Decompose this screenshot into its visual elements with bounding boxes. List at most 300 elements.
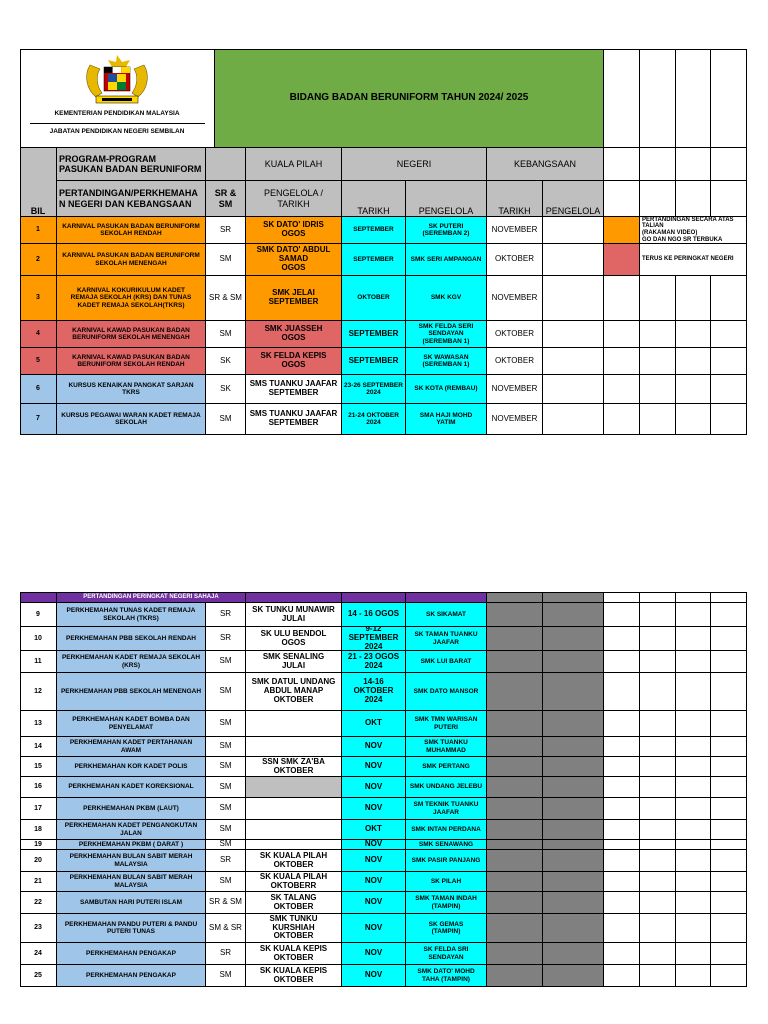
empty-cell	[676, 840, 711, 850]
level-cell	[206, 914, 246, 943]
level-cell	[206, 711, 246, 737]
negeri-tarikh-cell-text: SEPTEMBER	[348, 328, 399, 338]
dark-cell	[543, 914, 604, 943]
kuala-pilah-cell	[246, 757, 342, 777]
kebangsaan-tarikh-cell-text: OKTOBER	[495, 328, 534, 338]
dark-cell	[543, 872, 604, 892]
bil-cell	[20, 244, 57, 276]
negeri-pengelola-cell	[406, 276, 487, 321]
negeri-pengelola-cell-text: SM TEKNIK TUANKU JAAFAR	[413, 801, 479, 816]
pengelola-header-text: PENGELOLA	[418, 205, 474, 216]
level-cell	[206, 404, 246, 435]
empty-cell	[676, 673, 711, 711]
bottom-header-cell	[406, 592, 487, 603]
pengelola-header	[406, 181, 487, 217]
kuala-pilah-cell	[246, 348, 342, 375]
level-cell-text: SM	[219, 840, 232, 849]
kuala-pilah-cell-text: SMK DATUL UNDANG ABDUL MANAP OKTOBER	[251, 677, 336, 704]
bil-cell	[20, 404, 57, 435]
note-cell-text: PERTANDINGAN SECARA ATAS TALIAN (RAKAMAN VIDEO) GO DAN NGO SR TERBUKA	[642, 217, 734, 243]
program-name-text: KURSUS PEGAWAI WARAN KADET REMAJA SEKOLAH	[61, 411, 201, 426]
kuala-pilah-cell-text: SK KUALA PILAH OKTOBERR	[259, 872, 328, 890]
program-name-text: KARNIVAL KOKURIKULUM KADET REMAJA SEKOLAH (KRS) DAN TUNAS KADET REMAJA SEKOLAH(TKRS)	[70, 287, 192, 309]
negeri-tarikh-cell-text: NOV	[364, 761, 383, 771]
level-cell	[206, 892, 246, 914]
level-cell-text: SR	[219, 609, 232, 619]
bottom-section-title-text: PERTANDINGAN PERINGKAT NEGERI SAHAJA	[83, 593, 219, 600]
bil-cell	[20, 217, 57, 244]
negeri-tarikh-cell	[342, 673, 406, 711]
program-name-text: PERKHEMAHAN BULAN SABIT MERAH MALAYSIA	[69, 853, 193, 868]
kebangsaan-tarikh-cell-text: NOVEMBER	[491, 383, 538, 393]
kuala-pilah-cell	[246, 840, 342, 850]
bil-cell	[20, 943, 57, 965]
kuala-pilah-cell-text: SK KUALA PILAH OKTOBER	[259, 850, 328, 869]
kebangsaan-tarikh-cell	[487, 217, 543, 244]
bil-cell	[20, 627, 57, 651]
empty-cell	[604, 892, 640, 914]
empty-cell	[676, 798, 711, 820]
dark-cell	[487, 943, 543, 965]
bil-cell-text: 17	[34, 804, 42, 812]
level-cell	[206, 244, 246, 276]
bil-header-text: BIL	[30, 205, 46, 216]
empty-cell	[711, 348, 747, 375]
dark-cell	[487, 711, 543, 737]
negeri-tarikh-cell	[342, 737, 406, 757]
kebangsaan-tarikh-cell-text: NOVEMBER	[491, 413, 538, 423]
pengelola-tarikh-header	[246, 181, 342, 217]
empty-cell	[640, 49, 676, 148]
program-name	[57, 820, 206, 840]
empty-cell	[604, 592, 640, 603]
empty-cell	[640, 627, 676, 651]
kuala-pilah-cell-text: SK KUALA KEPIS OKTOBER	[259, 943, 328, 962]
negeri-pengelola-cell	[406, 914, 487, 943]
negeri-tarikh-cell-text: OKT	[365, 718, 382, 728]
empty-cell	[711, 673, 747, 711]
level-cell-text: SM	[219, 254, 232, 264]
negeri-pengelola-cell-text: SK PILAH	[430, 877, 462, 885]
negeri-tarikh-cell	[342, 276, 406, 321]
negeri-tarikh-cell-text: 9-12 SEPTEMBER 2024	[348, 627, 399, 651]
kebangsaan-header-text: KEBANGSAAN	[513, 158, 577, 169]
tarikh-header	[342, 181, 406, 217]
negeri-pengelola-cell	[406, 404, 487, 435]
negeri-pengelola-cell	[406, 820, 487, 840]
empty-cell	[604, 673, 640, 711]
empty-cell	[640, 757, 676, 777]
level-cell-text: SM	[219, 718, 232, 728]
empty-cell	[711, 943, 747, 965]
level-cell	[206, 850, 246, 872]
empty-cell	[604, 651, 640, 673]
kb-tarikh-header	[487, 181, 543, 217]
negeri-pengelola-cell	[406, 651, 487, 673]
kuala-pilah-cell	[246, 375, 342, 404]
empty-cell	[676, 404, 711, 435]
empty-cell	[640, 321, 676, 348]
empty-cell	[676, 651, 711, 673]
program-name-text: PERKHEMAHAN PBB SEKOLAH RENDAH	[65, 634, 196, 642]
kb-tarikh-header-text: TARIKH	[498, 205, 531, 216]
empty-cell	[640, 603, 676, 627]
empty-cell	[640, 348, 676, 375]
empty-cell	[604, 965, 640, 987]
kebangsaan-pengelola-cell	[543, 244, 604, 276]
program-name	[57, 965, 206, 987]
negeri-tarikh-cell	[342, 603, 406, 627]
bil-cell	[20, 711, 57, 737]
kuala-pilah-cell	[246, 777, 342, 798]
negeri-tarikh-cell	[342, 965, 406, 987]
empty-cell	[676, 627, 711, 651]
level-cell-text: SM	[219, 824, 232, 834]
empty-cell	[604, 798, 640, 820]
empty-cell	[640, 892, 676, 914]
empty-cell	[640, 651, 676, 673]
kuala-pilah-cell-text: SMK JELAI SEPTEMBER	[268, 288, 319, 306]
kb-pengelola-header-text: PENGELOLA	[545, 205, 601, 216]
note-colour-cell	[604, 348, 640, 375]
negeri-tarikh-cell	[342, 798, 406, 820]
empty-cell	[640, 965, 676, 987]
kebangsaan-tarikh-cell-text: NOVEMBER	[491, 224, 538, 234]
level-cell	[206, 217, 246, 244]
bottom-section-title	[57, 592, 246, 603]
bil-cell-text: 20	[34, 856, 42, 864]
kuala-pilah-cell	[246, 651, 342, 673]
bil-cell-text: 14	[34, 742, 42, 750]
negeri-tarikh-cell-text: 14-16 OKTOBER 2024	[353, 677, 394, 704]
program-name	[57, 798, 206, 820]
negeri-pengelola-cell-text: SK GEMAS (TAMPIN)	[428, 920, 464, 935]
level-cell	[206, 276, 246, 321]
level-cell	[206, 840, 246, 850]
program-name-text: PERKHEMAHAN PENGAKAP	[86, 971, 176, 979]
dark-cell	[487, 798, 543, 820]
negeri-tarikh-cell-text: SEPTEMBER	[353, 255, 394, 263]
negeri-tarikh-cell-text: OKTOBER	[357, 294, 390, 302]
empty-cell	[676, 820, 711, 840]
negeri-pengelola-cell	[406, 321, 487, 348]
negeri-pengelola-cell-text: SMK PERTANG	[422, 762, 470, 770]
empty-cell	[711, 965, 747, 987]
kebangsaan-pengelola-cell	[543, 276, 604, 321]
level-cell-text: SR	[219, 855, 232, 865]
bottom-header-cell	[246, 592, 342, 603]
tarikh-header-text: TARIKH	[357, 205, 390, 216]
negeri-tarikh-cell-text: 21 - 23 OGOS 2024	[347, 651, 400, 670]
level-cell	[206, 375, 246, 404]
level-cell-text: SM	[219, 876, 232, 886]
dark-cell	[487, 757, 543, 777]
empty-cell	[711, 840, 747, 850]
negeri-tarikh-cell-text: NOV	[364, 781, 383, 791]
dark-cell	[543, 777, 604, 798]
bil-cell	[20, 840, 57, 850]
bil-cell	[20, 820, 57, 840]
bil-cell	[20, 850, 57, 872]
kuala-pilah-cell-text: SMS TUANKU JAAFAR SEPTEMBER	[249, 409, 338, 427]
bottom-header-cell	[20, 592, 57, 603]
kuala-pilah-cell-text: SMK SENALING JULAI	[262, 651, 325, 670]
empty-cell	[676, 375, 711, 404]
kebangsaan-header	[487, 148, 604, 181]
negeri-tarikh-cell-text: OKT	[365, 824, 382, 834]
logo-block	[20, 49, 215, 148]
dark-cell	[487, 627, 543, 651]
empty-cell	[604, 627, 640, 651]
empty-cell	[604, 603, 640, 627]
bil-cell-text: 11	[34, 657, 42, 665]
kuala-pilah-cell-text: SK TALANG OKTOBER	[270, 892, 317, 911]
dark-cell	[543, 892, 604, 914]
level-cell-text: SM	[219, 781, 232, 791]
negeri-tarikh-cell-text: NOV	[364, 922, 383, 932]
bil-cell	[20, 872, 57, 892]
program-name	[57, 737, 206, 757]
negeri-tarikh-cell	[342, 217, 406, 244]
negeri-pengelola-cell-text: SMK LUI BARAT	[420, 657, 472, 665]
program-name	[57, 892, 206, 914]
empty-cell	[711, 651, 747, 673]
bil-cell-text: 19	[34, 840, 42, 848]
bil-cell-text: 25	[34, 971, 42, 979]
program-name-text: PERKHEMAHAN KADET REMAJA SEKOLAH (KRS)	[61, 654, 201, 669]
level-cell-text: SK	[220, 383, 231, 393]
kuala-pilah-cell-text: SMK JUASSEH OGOS	[264, 324, 323, 342]
program-name-text: PERKHEMAHAN PKBM ( DARAT )	[78, 840, 184, 848]
dark-cell	[543, 737, 604, 757]
empty-cell	[604, 777, 640, 798]
level-cell	[206, 965, 246, 987]
program-name	[57, 627, 206, 651]
negeri-tarikh-cell	[342, 850, 406, 872]
negeri-tarikh-cell-text: 21-24 OKTOBER 2024	[348, 411, 399, 426]
empty-cell	[676, 181, 711, 217]
level-cell	[206, 603, 246, 627]
kebangsaan-pengelola-cell	[543, 375, 604, 404]
competition-header-text: PERTANDINGAN/PERKHEMAHA N NEGERI DAN KEBANGSAAN	[59, 188, 198, 209]
level-cell-text: SR & SM	[209, 897, 242, 907]
negeri-tarikh-cell-text: NOV	[364, 897, 383, 907]
kuala-pilah-cell-text: SK TUNKU MUNAWIR JULAI	[252, 604, 335, 623]
program-name-text: KURSUS KENAIKAN PANGKAT SARJAN TKRS	[68, 381, 194, 396]
negeri-pengelola-cell	[406, 737, 487, 757]
empty-cell	[676, 321, 711, 348]
negeri-tarikh-cell	[342, 627, 406, 651]
negeri-pengelola-cell	[406, 348, 487, 375]
level-cell	[206, 627, 246, 651]
negeri-tarikh-cell-text: NOV	[364, 855, 383, 865]
negeri-pengelola-cell	[406, 798, 487, 820]
bil-cell	[20, 777, 57, 798]
empty-cell	[640, 148, 676, 181]
kuala-pilah-cell-text: SK ULU BENDOL OGOS	[260, 628, 327, 647]
empty-cell	[640, 943, 676, 965]
kuala-pilah-cell	[246, 217, 342, 244]
empty-cell	[676, 603, 711, 627]
bil-cell-text: 9	[36, 610, 40, 618]
empty-cell	[604, 711, 640, 737]
negeri-pengelola-cell	[406, 965, 487, 987]
program-name-text: PERKHEMAHAN PANDU PUTERI & PANDU PUTERI TUNAS	[64, 920, 198, 935]
level-cell	[206, 777, 246, 798]
kuala-pilah-cell	[246, 673, 342, 711]
program-name	[57, 404, 206, 435]
bil-cell	[20, 673, 57, 711]
negeri-tarikh-cell	[342, 777, 406, 798]
dark-cell	[543, 651, 604, 673]
kebangsaan-tarikh-cell	[487, 244, 543, 276]
program-name-text: PERKHEMAHAN PKBM (LAUT)	[83, 804, 179, 812]
page-title-text: BIDANG BADAN BERUNIFORM TAHUN 2024/ 2025	[289, 92, 529, 104]
negeri-pengelola-cell-text: SMK DATO MANSOR	[413, 687, 479, 695]
kuala-pilah-cell	[246, 850, 342, 872]
negeri-pengelola-cell	[406, 244, 487, 276]
negeri-tarikh-cell-text: NOV	[364, 741, 383, 751]
dark-cell	[543, 592, 604, 603]
program-name	[57, 321, 206, 348]
empty-cell	[604, 914, 640, 943]
level-header-top	[206, 148, 246, 181]
bil-cell-text: 22	[34, 898, 42, 906]
level-cell-text: SM	[219, 656, 232, 666]
program-name-text: PERKHEMAHAN KADET KOREKSIONAL	[68, 783, 194, 791]
kuala-pilah-cell	[246, 244, 342, 276]
bil-cell-text: 21	[34, 877, 42, 885]
program-name	[57, 244, 206, 276]
negeri-pengelola-cell-text: SMK TAMAN INDAH (TAMPIN)	[415, 895, 477, 910]
program-name-text: KARNIVAL PASUKAN BADAN BERUNIFORM SEKOLAH RENDAH	[62, 222, 200, 237]
program-name	[57, 943, 206, 965]
program-name	[57, 651, 206, 673]
empty-cell	[640, 592, 676, 603]
negeri-pengelola-cell	[406, 872, 487, 892]
bil-cell	[20, 276, 57, 321]
kebangsaan-tarikh-cell	[487, 375, 543, 404]
program-name-text: PERKHEMAHAN PBB SEKOLAH MENENGAH	[60, 687, 202, 695]
bil-cell-text: 1	[36, 226, 40, 234]
level-cell-text: SM	[219, 741, 232, 751]
negeri-pengelola-cell-text: SMK SENAWANG	[418, 840, 474, 848]
program-name	[57, 757, 206, 777]
level-cell-text: SR	[219, 224, 232, 234]
bil-cell-text: 2	[36, 255, 40, 263]
dark-cell	[487, 820, 543, 840]
program-name	[57, 711, 206, 737]
level-cell-text: SM	[219, 413, 232, 423]
kebangsaan-tarikh-cell-text: OKTOBER	[495, 254, 534, 264]
kuala-pilah-cell-text: SMS TUANKU JAAFAR SEPTEMBER	[249, 379, 338, 397]
kebangsaan-tarikh-cell	[487, 348, 543, 375]
empty-cell	[711, 777, 747, 798]
bil-cell	[20, 375, 57, 404]
negeri-pengelola-cell-text: SK WAWASAN (SEREMBAN 1)	[422, 353, 470, 368]
dark-cell	[543, 943, 604, 965]
bil-cell	[20, 757, 57, 777]
program-name-text: PERKHEMAHAN KOR KADET POLIS	[74, 762, 188, 770]
dark-cell	[543, 673, 604, 711]
dark-cell	[543, 820, 604, 840]
negeri-tarikh-cell	[342, 244, 406, 276]
program-name-text: SAMBUTAN HARI PUTERI ISLAM	[79, 898, 183, 906]
empty-cell	[711, 627, 747, 651]
empty-cell	[640, 914, 676, 943]
empty-cell	[711, 148, 747, 181]
level-cell	[206, 651, 246, 673]
level-cell-text: SK	[220, 355, 231, 365]
program-name	[57, 914, 206, 943]
level-cell-text: SM & SR	[209, 922, 242, 932]
empty-cell	[711, 404, 747, 435]
level-header	[206, 181, 246, 217]
level-cell-text: SR	[219, 633, 232, 643]
empty-cell	[711, 603, 747, 627]
kuala-pilah-header	[246, 148, 342, 181]
kuala-pilah-cell-text: SMK DATO' ABDUL SAMAD OGOS	[256, 245, 331, 272]
negeri-pengelola-cell-text: SMK SERI AMPANGAN	[410, 255, 482, 263]
program-name-text: PERKHEMAHAN KADET BOMBA DAN PENYELAMAT	[72, 716, 190, 731]
level-cell-text: SM	[219, 970, 232, 980]
program-name	[57, 872, 206, 892]
negeri-pengelola-cell	[406, 892, 487, 914]
bil-header	[20, 148, 57, 217]
empty-cell	[604, 757, 640, 777]
level-cell-text: SM	[219, 328, 232, 338]
negeri-tarikh-cell	[342, 872, 406, 892]
empty-cell	[604, 49, 640, 148]
negeri-pengelola-cell	[406, 850, 487, 872]
empty-cell	[640, 872, 676, 892]
negeri-tarikh-cell	[342, 943, 406, 965]
empty-cell	[604, 820, 640, 840]
bil-cell-text: 12	[34, 687, 42, 695]
negeri-pengelola-cell-text: SK FELDA SRI SENDAYAN	[423, 946, 469, 961]
negeri-tarikh-cell-text: NOV	[364, 840, 383, 849]
negeri-tarikh-cell-text: NOV	[364, 970, 383, 980]
negeri-pengelola-cell	[406, 603, 487, 627]
bil-cell	[20, 892, 57, 914]
empty-cell	[711, 321, 747, 348]
empty-cell	[711, 592, 747, 603]
kuala-pilah-cell	[246, 798, 342, 820]
program-name	[57, 603, 206, 627]
malaysia-coat-of-arms-icon	[82, 53, 152, 109]
negeri-pengelola-cell-text: SK PUTERI (SEREMBAN 2)	[422, 222, 470, 237]
dark-cell	[487, 850, 543, 872]
level-cell-text: SM	[219, 686, 232, 696]
bil-cell	[20, 798, 57, 820]
empty-cell	[604, 850, 640, 872]
negeri-tarikh-cell	[342, 348, 406, 375]
kuala-pilah-cell	[246, 404, 342, 435]
bil-cell-text: 10	[34, 634, 42, 642]
level-cell	[206, 673, 246, 711]
empty-cell	[640, 375, 676, 404]
negeri-pengelola-cell	[406, 840, 487, 850]
bil-cell-text: 15	[34, 762, 42, 770]
negeri-pengelola-cell-text: SMK FELDA SERI SENDAYAN (SEREMBAN 1)	[418, 323, 474, 345]
empty-cell	[640, 673, 676, 711]
negeri-tarikh-cell-text: NOV	[364, 803, 383, 813]
kuala-pilah-cell	[246, 321, 342, 348]
empty-cell	[711, 181, 747, 217]
kebangsaan-tarikh-cell-text: NOVEMBER	[491, 292, 538, 302]
kuala-pilah-cell	[246, 943, 342, 965]
empty-cell	[604, 840, 640, 850]
